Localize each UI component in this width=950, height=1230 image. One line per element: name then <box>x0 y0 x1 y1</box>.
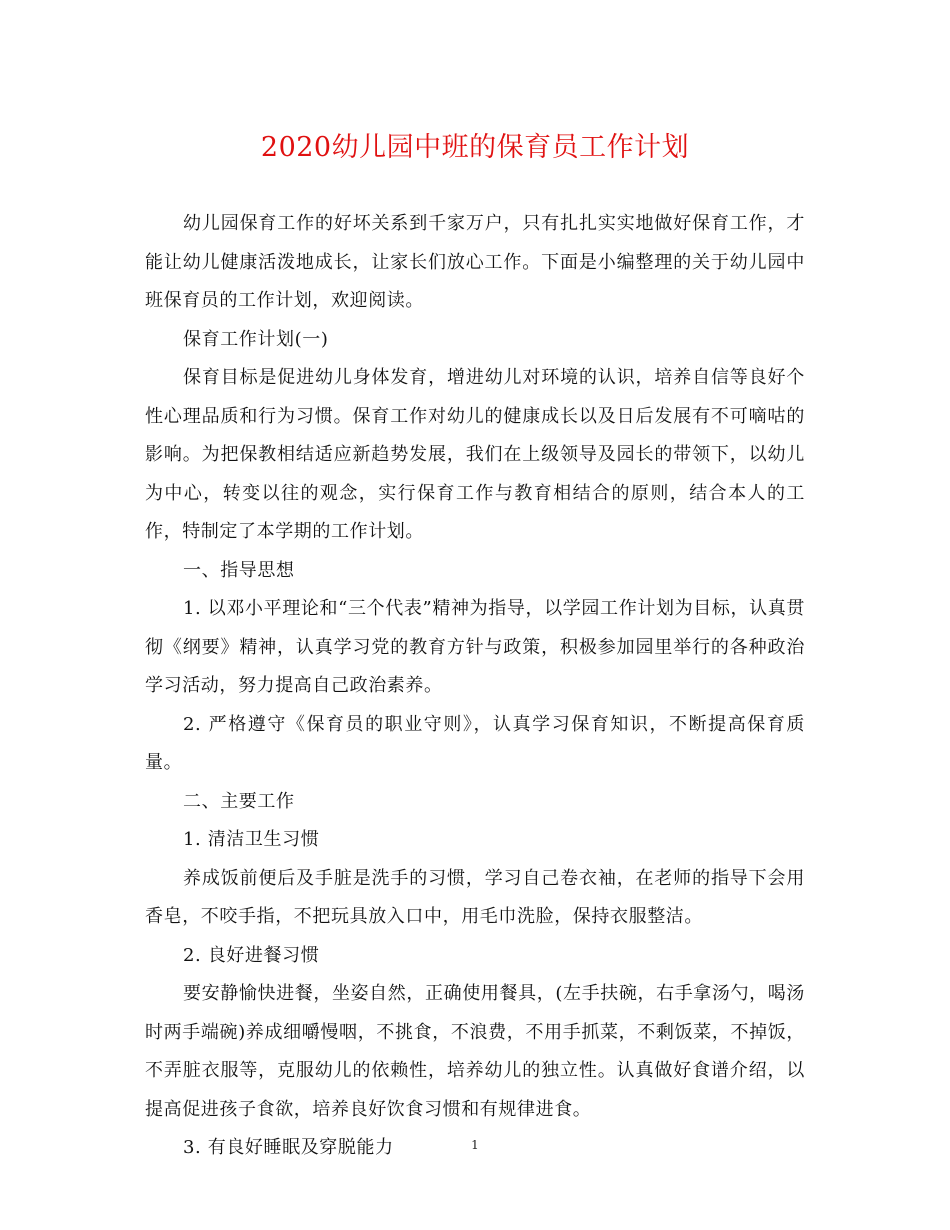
guiding-item-1: 1. 以邓小平理论和“三个代表”精神为指导，以学园工作计划为目标，认真贯彻《纲要》精神，认真学习党的教育方针与政策，积极参加园里举行的各种政治学习活动，努力提高自己政治素养。 <box>145 598 805 696</box>
section-heading-guiding-thought: 一、指导思想 <box>183 559 295 581</box>
work-heading-hygiene: 1. 清洁卫生习惯 <box>183 829 320 850</box>
goal-paragraph: 保育目标是促进幼儿身体发育，增进幼儿对环境的认识，培养自信等良好个性心理品质和行为习惯。保育工作对幼儿的健康成长以及日后发展有不可嘀咕的影响。为把保教相结适应新趋势发展，我们在上级领导及园长的带领下，以幼儿为中心，转变以往的观念，实行保育工作与教育相结合的原则，结合本人的工作，特制定了本学期的工作计划。 <box>145 367 805 542</box>
document-title: 2020幼儿园中班的保育员工作计划 <box>260 132 690 163</box>
dining-paragraph: 要安静愉快进餐，坐姿自然，正确使用餐具，(左手扶碗，右手拿汤勺，喝汤时两手端碗)养成细嚼慢咽，不挑食，不浪费，不用手抓菜，不剩饭菜，不掉饭，不弄脏衣服等，克服幼儿的依赖性，培养幼儿的独立性。认真做好食谱介绍，以提高促进孩子食欲，培养良好饮食习惯和有规律进食。 <box>145 983 805 1120</box>
document-body <box>145 205 805 1168</box>
section-heading-main-work: 二、主要工作 <box>183 790 295 812</box>
section-heading-plan-one: 保育工作计划(一) <box>183 328 329 350</box>
work-heading-dining: 2. 良好进餐习惯 <box>183 944 320 966</box>
page-number: 1 <box>471 1138 479 1152</box>
hygiene-paragraph: 养成饭前便后及手脏是洗手的习惯，学习自己卷衣袖，在老师的指导下会用香皂，不咬手指，不把玩具放入口中，用毛巾洗脸，保持衣服整洁。 <box>145 867 805 927</box>
work-heading-sleep: 3. 有良好睡眠及穿脱能力 <box>183 1137 394 1158</box>
guiding-item-2: 2. 严格遵守《保育员的职业守则》，认真学习保育知识，不断提高保育质量。 <box>145 713 805 773</box>
intro-paragraph: 幼儿园保育工作的好坏关系到千家万户，只有扎扎实实地做好保育工作，才能让幼儿健康活泼地成长，让家长们放心工作。下面是小编整理的关于幼儿园中班保育员的工作计划，欢迎阅读。 <box>145 213 805 311</box>
